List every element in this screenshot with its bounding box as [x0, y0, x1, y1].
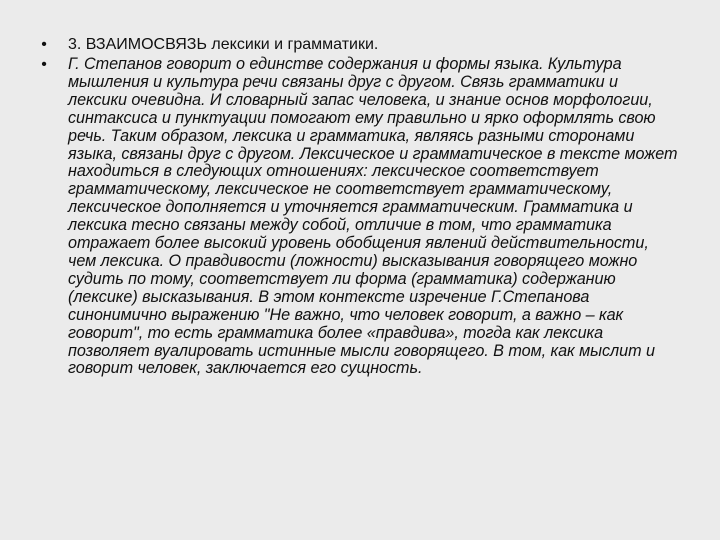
bullet-item-body [34, 56, 680, 378]
body-paragraph: Г. Степанов говорит о единстве содержания и формы языка. Культура мышления и культура речи связаны друг с другом. Связь грамматики и лексики очевидна. И словарный запас человека, и знание основ морфологии, синтаксиса и пунктуации помогают ему правильно и ярко оформлять свою речь. Таким образом, лексика и грамматика, являясь разными сторонами языка, связаны друг с другом. Лексическое и грамматическое в тексте может находиться в следующих отношениях: лексическое соответствует грамматическому, лексическое не соответствует грамматическому, лексическое дополняется и уточняется грамматическим. Грамматика и лексика тесно связаны между собой, отличие в том, что грамматика отражает более высокий уровень обобщения явлений действительности, чем лексика. О правдивости (ложности) высказывания говорящего можно судить по тому, соответствует ли форма (грамматика) содержанию (лексике) высказывания. В этом контексте изречение Г.Степанова синонимично выражению "Не важно, что человек говорит, а важно – как говорит", то есть грамматика более «правдива», тогда как лексика позволяет вуалировать истинные мысли говорящего. В том, как мыслит и говорит человек, заключается его сущность. [68, 55, 678, 378]
bullet-marker: • [41, 56, 47, 73]
bullet-item-heading [34, 36, 680, 54]
bullet-marker: • [41, 36, 47, 53]
bullet-list [34, 36, 680, 378]
section-heading: 3. ВЗАИМОСВЯЗЬ лексики и грамматики. [68, 36, 379, 53]
